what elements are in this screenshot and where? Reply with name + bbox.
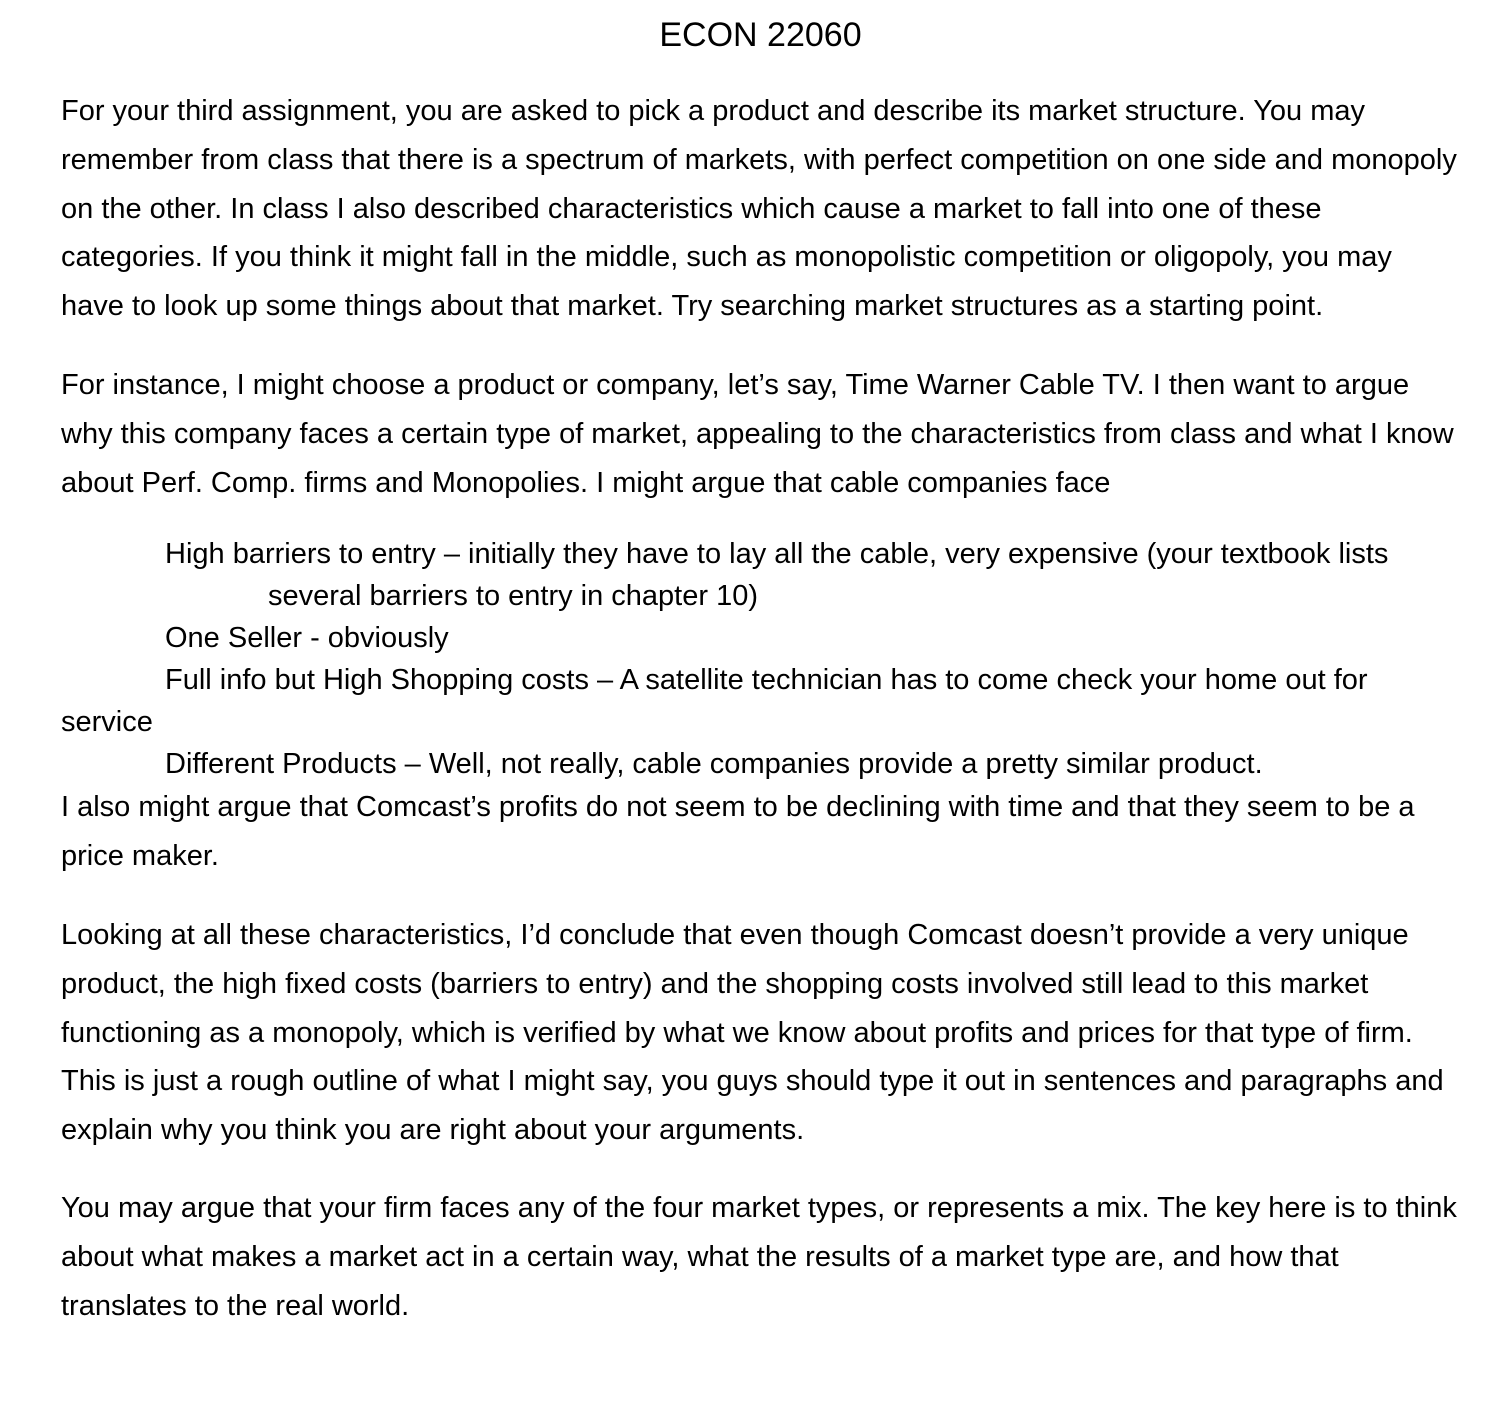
list-item-products: Different Products – Well, not really, cable companies provide a pretty similar product.: [165, 748, 1263, 781]
list-item-one-seller: One Seller - obviously: [165, 622, 449, 655]
paragraph-example: For instance, I might choose a product or company, let’s say, Time Warner Cable TV. I then want to argue why this company faces a certain type of market, appealing to the characteristics from class and what I know about Perf. Comp. firms and Monopolies. I might argue that cable companies face: [61, 368, 1454, 499]
paragraph-closing: You may argue that your firm faces any of the four market types, or represents a mix. The key here is to think about what makes a market act in a certain way, what the results of a market type are, and how that translates to the real world.: [61, 1191, 1457, 1322]
paragraph-profits: I also might argue that Comcast’s profits do not seem to be declining with time and that they seem to be a price maker.: [61, 791, 1415, 873]
list-item-barriers: High barriers to entry – initially they have to lay all the cable, very expensive (your textbook lists several barriers to entry in chapter 10): [165, 538, 1389, 613]
characteristics-list: [61, 533, 1460, 785]
paragraph-intro: For your third assignment, you are asked to pick a product and describe its market structure. You may remember from class that there is a spectrum of markets, with perfect competition on one side and monopoly on the other. In class I also described characteristics which cause a market to fall into one of these categories. If you think it might fall in the middle, such as monopolistic competition or oligopoly, you may have to look up some things about that market. Try searching market structures as a starting point.: [61, 95, 1457, 323]
paragraph-conclusion: Looking at all these characteristics, I’d conclude that even though Comcast doesn’t provide a very unique product, the high fixed costs (barriers to entry) and the shopping costs involved still lead to this market functioning as a monopoly, which is verified by what we know about profits and prices for that type of firm. This is just a rough outline of what I might say, you guys should type it out in sentences and paragraphs and explain why you think you are right about your arguments.: [61, 918, 1444, 1147]
document-title: ECON 22060: [659, 16, 862, 54]
document-page: [0, 15, 1500, 1411]
list-item-shopping-costs: Full info but High Shopping costs – A satellite technician has to come check your home out for service: [61, 664, 1368, 739]
